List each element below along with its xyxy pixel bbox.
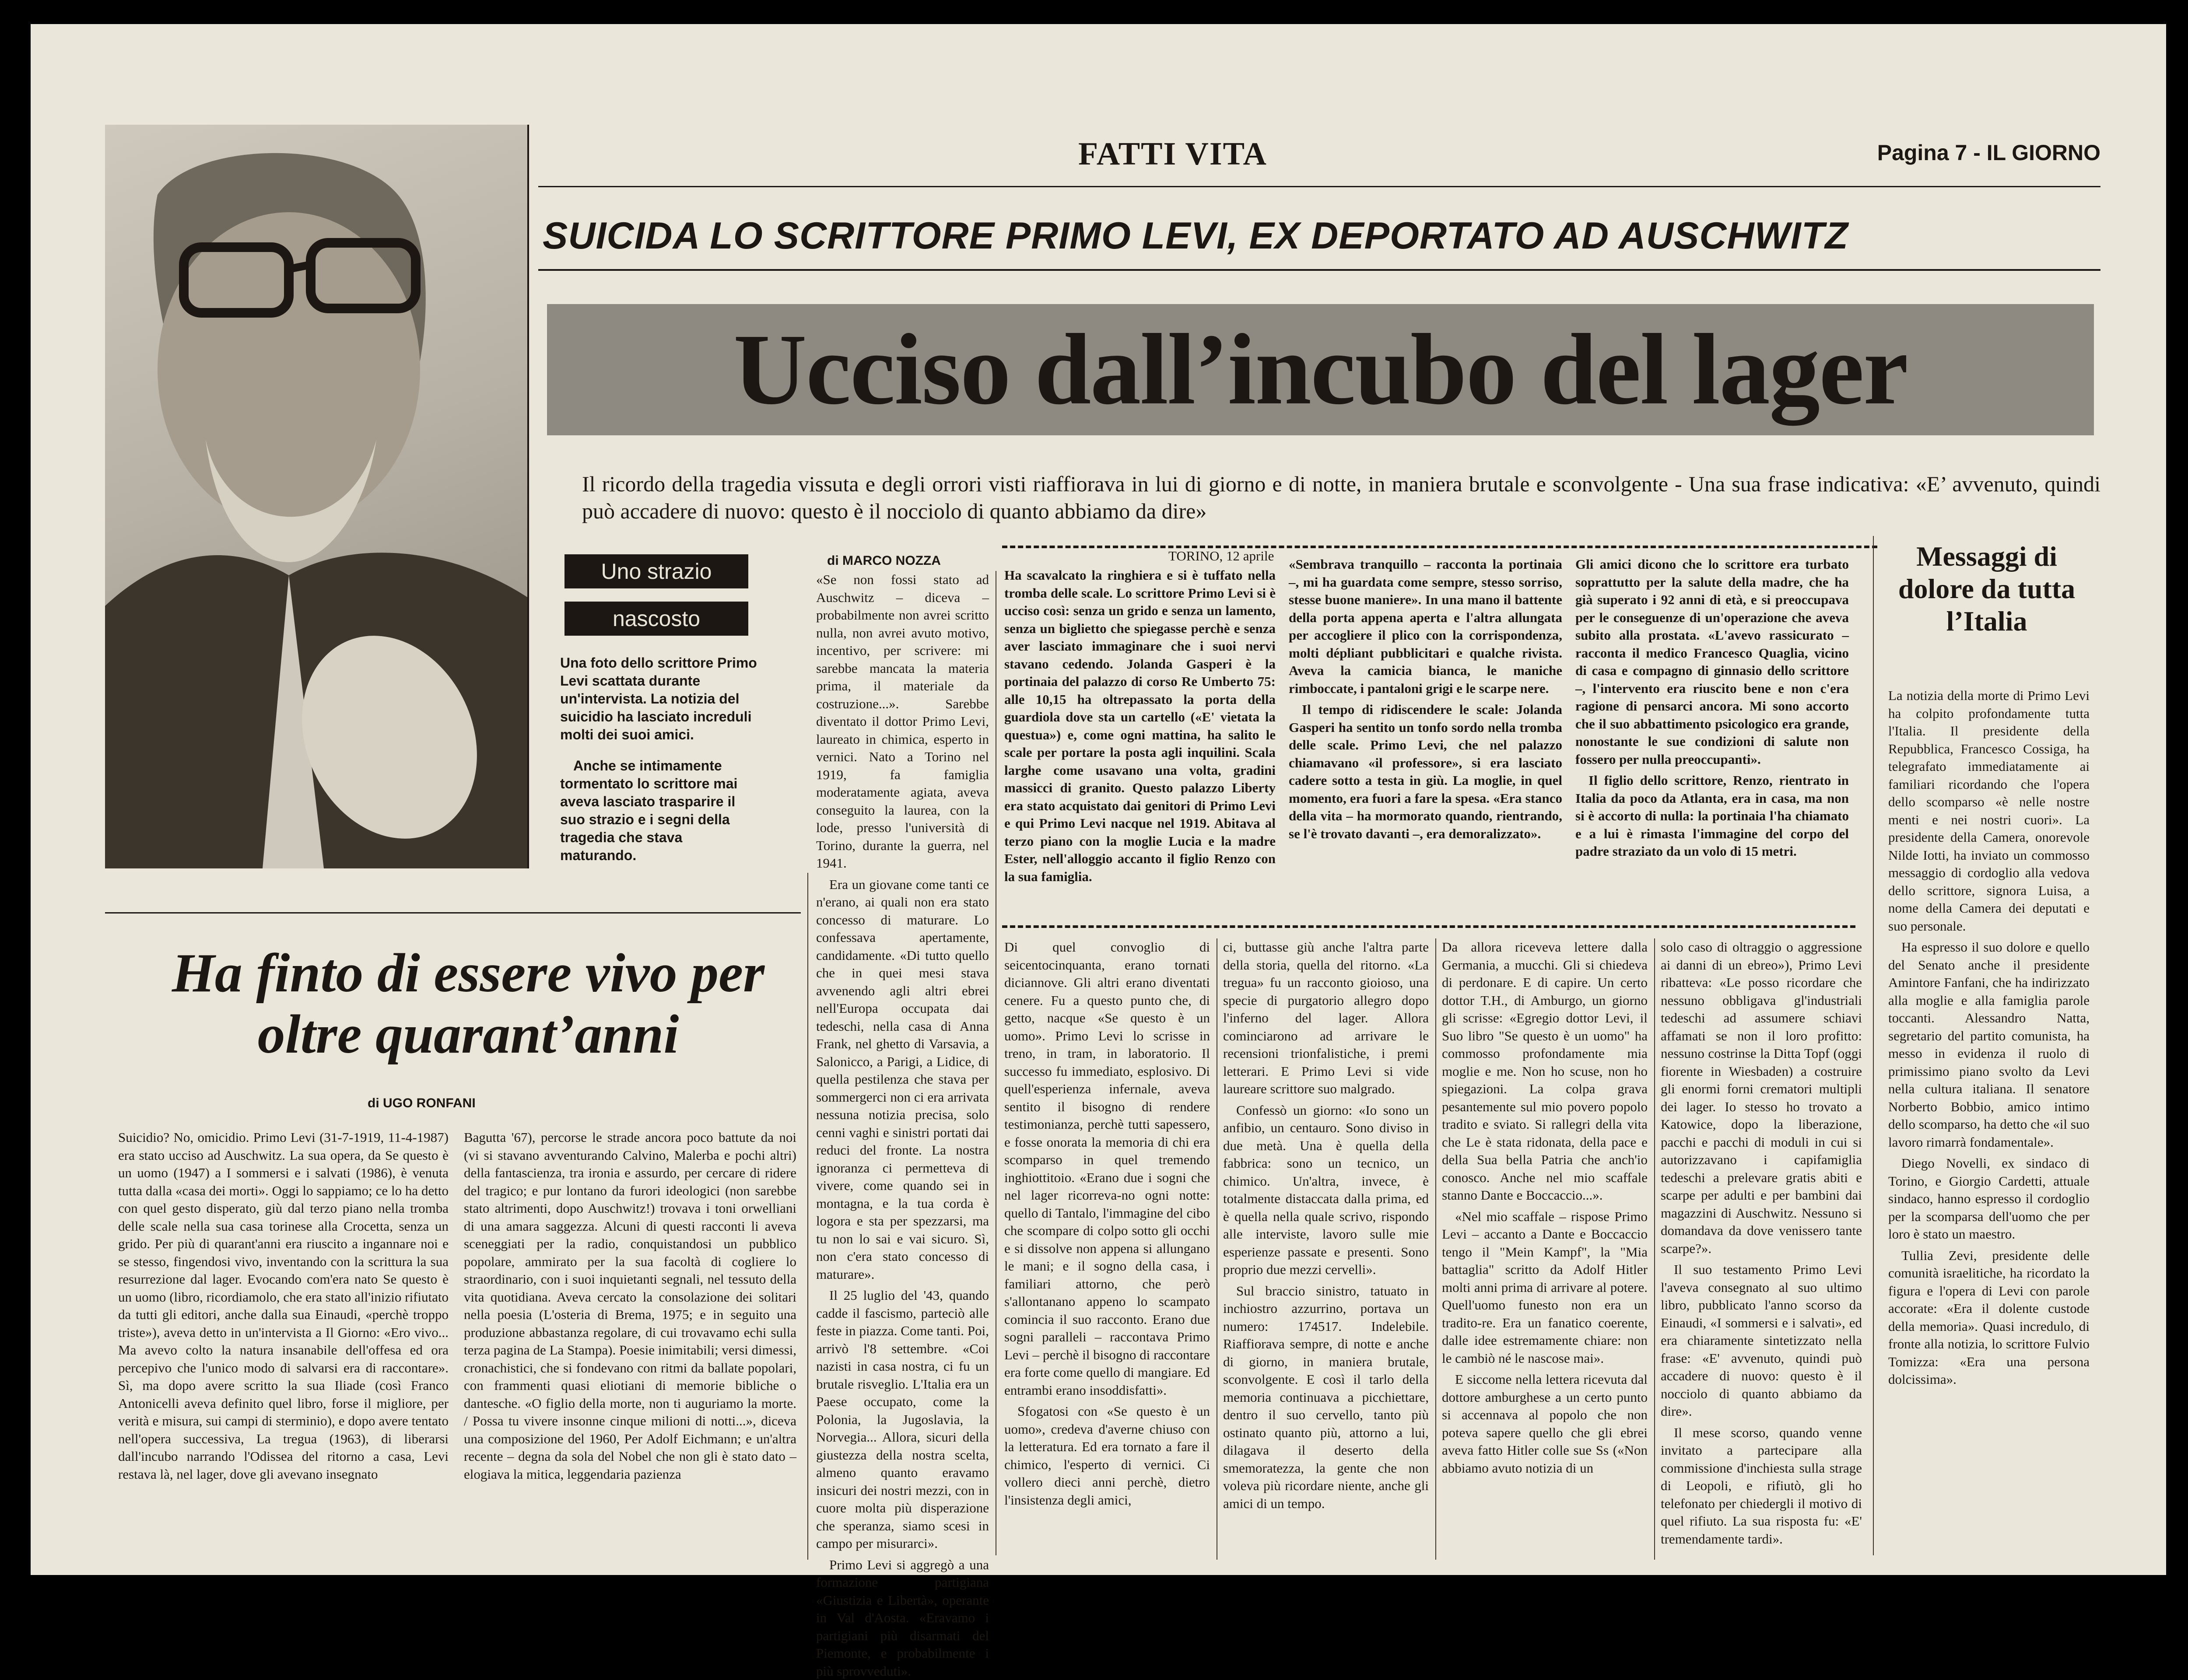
article-column-4	[1575, 556, 1849, 917]
newspaper-page	[31, 24, 2166, 1575]
article-column-2	[1004, 567, 1276, 917]
paragraph: Bagutta '67), percorse le strade ancora poco battute da noi (vi si stavano avventurando Calvino, Malerba e pochi altri) della fantascienza, tra ironia e assurdo, per cercare di ridere del tragico; e pur lontano da furori ideologici (non sarebbe stato altrimenti, dopo Auschwitz!) trovava i toni orwelliani di una amara saggezza. Alcuni di questi racconti li aveva sceneggiati per la radio, conquistandosi un pubblico popolare, ammirato per la sua facoltà di cogliere lo straordinario, con i suoi inquietanti segnali, nel tessuto della vita quotidiana. Aveva cercato la consolazione dei solitari nella poesia (L'osteria di Brema, 1975; e in seguito una produzione abbastanza regolare, di cui trovavamo echi sulla terza pagina de La Stampa). Poesie inimitabili; versi dimessi, cronachistici, che si fondevano con ritmi da ballate popolari, con frammenti quasi eliotiani di memorie bibliche o dantesche. «O figlio della morte, non ti auguriamo la morte. / Possa tu vivere insonne cinque milioni di notti...», diceva una composizione del 1960, Per Adolf Eichmann; e un'altra recente – degna da sola del Nobel che non gli è stato dato – elogiava la mitica, leggendaria pazienza	[464, 1129, 796, 1483]
byline-nozza: di MARCO NOZZA	[827, 553, 941, 568]
paragraph: Ha espresso il suo dolore e quello del Senato anche il presidente Amintore Fanfani, che ha indirizzato alla moglie e alla famiglia parole toccanti. Alessandro Natta, segretario del partito comunista, ha messo in evidenza il ruolo di primissimo piano svolto da Levi nella cultura italiana. Il senatore Norberto Bobbio, amico intimo dello scomparso, ha detto che «il suo lavoro rimarrà fondamentale».	[1888, 938, 2090, 1151]
paragraph: «Nel mio scaffale – rispose Primo Levi – accanto a Dante e Boccaccio tengo il "Mein Kampf", la "Mia battaglia" scritto da Adolf Hitler molti anni prima di arrivare al potere. Quell'uomo funesto non era un tradito-re. Era un fanatico coerente, dalle idee estremamente chiare: non le cambiò né le nascose mai».	[1442, 1208, 1648, 1368]
column-rule	[807, 873, 808, 1560]
inset-title-line2: nascosto	[565, 602, 748, 636]
paragraph: Il suo testamento Primo Levi l'aveva consegnato al suo ultimo libro, pubblicato l'anno scorso da Einaudi, «I sommersi e i salvati», ed era chiaramente sintetizzato nella frase: «E' avvenuto, quindi può accadere di nuovo: questo è il nocciolo di quanto abbiamo da dire».	[1661, 1261, 1862, 1421]
paragraph: Primo Levi si aggregò a una formazione partigiana «Giustizia e Libertà», operante in Val d'Aosta. «Eravamo i partigiani più disarmati del Piemonte, e probabilmente i più sprovveduti».	[816, 1556, 989, 1680]
article-lower-column-4	[1661, 938, 1862, 1560]
paragraph: Sul braccio sinistro, tatuato in inchiostro azzurrino, portava un numero: 174517. Indelebile. Riaffiorava sempre, di notte e anche di giorno, in maniera brutale, sconvolgente. E così il tarlo della memoria continuava a picchiettare, dentro il suo cervello, tanto più ostinato quanto più, attorno a lui, dilagava il deserto della smemoratezza, la gente che non voleva più ricordare niente, anche gli amici di un tempo.	[1223, 1282, 1429, 1513]
paragraph: Suicidio? No, omicidio. Primo Levi (31-7-1919, 11-4-1987) era stato ucciso ad Auschwitz. La sua opera, da Se questo è un uomo (1947) a I sommersi e i salvati (1986), è venuta tutta dalla «casa dei morti». Oggi lo sappiamo; ce lo ha detto con quel gesto disperato, giù dal terzo piano nella tromba delle scale nella sua casa torinese alla Crocetta, senza un grido. Per più di quarant'anni era riuscito a ingannare noi e se stesso, fingendosi vivo, inventando con la scrittura la sua resurrezione dal lager. Evocando com'era nato Se questo è un uomo (libro, ricordiamolo, che era stato all'inizio rifiutato da tutti gli editori, anche dalla sua Einaudi, «perchè troppo triste»), aveva detto in un'intervista a Il Giorno: «Ero vivo... Ma avevo colto la natura insanabile dell'offesa ed ora percepivo che l'unico modo di salvarsi era di raccontare». Sì, ma dopo avere scritto la sua Iliade (così Franco Antonicelli aveva definito quel libro, forse il migliore, per verità e misura, sui campi di sterminio), e dopo avere tentato nell'opera successiva, La tregua (1963), di liberarsi dall'incubo narrando l'Odissea del ritorno a casa, Levi restava là, nel lager, dove gli avevano insegnato	[118, 1129, 449, 1483]
paragraph: Era un giovane come tanti ce n'erano, ai quali non era stato concesso di maturare. Lo confessava apertamente, candidamente. «Di tutto quello che in quei mesi stava avvenendo agli altri ebrei nell'Europa occupata dai tedeschi, nella casa di Anna Frank, nel ghetto di Varsavia, a Salonicco, a Parigi, a Lidice, di quella pestilenza che stava per sommergerci non ci era arrivata nessuna notizia precisa, solo cenni vaghi e sinistri portati dai reduci del fronte. La nostra ignoranza ci permetteva di vivere, come quando sei in montagna, e la tua corda è logora e sta per spezzarsi, ma tu non lo sai e vai sicuro. Sì, non c'era stato concesso di maturare».	[816, 876, 989, 1284]
byline-ronfani: di UGO RONFANI	[368, 1096, 476, 1111]
paragraph: Il mese scorso, quando venne invitato a partecipare alla commissione d'inchiesta sulla strage di Leopoli, e rifiutò, gli ho telefonato per chiedergli il motivo di quel rifiuto. La sua risposta fu: «E' tremendamente tardi».	[1661, 1424, 1862, 1548]
sidebar-title: Messaggi di dolore da tutta l’Italia	[1895, 540, 2079, 637]
inset-title	[565, 554, 748, 649]
paragraph: Confessò un giorno: «Io sono un anfibio, un centauro. Sono diviso in due metà. Una è quella della fabbrica: sono un tecnico, un chimico. Un'altra, invece, è totalmente distaccata dalla prima, ed è quella nella quale scrivo, rispondo alle interviste, lavoro sulle mie esperienze passate e presenti. Sono proprio due mezzi cervelli».	[1223, 1102, 1429, 1279]
paragraph: ci, buttasse giù anche l'altra parte della storia, quella del ritorno. «La tregua» fu un racconto gioioso, una specie di purgatorio allegro dopo l'inferno del lager. Allora cominciarono ad arrivare le recensioni trionfalistiche, i premi letterari. E Primo Levi si vide laureare scrittore suo malgrado.	[1223, 938, 1429, 1098]
kicker-rule	[538, 269, 2100, 271]
paragraph: Gli amici dicono che lo scrittore era turbato soprattutto per la salute della madre, che ha già superato i 92 anni di età, e si preoccupava per le conseguenze di un'operazione che aveva subito alla prostata. «L'avevo rassicurato – racconta il medico Francesco Quaglia, vicino di casa e compagno di ginnasio dello scrittore –, l'intervento era riuscito bene e non c'era ragione di pensarci ancora. Mi sono accorto che il suo abbattimento psicologico era grande, nonostante le sue condizioni di salute non fossero per nulla preoccupanti».	[1575, 556, 1849, 768]
paragraph: E siccome nella lettera ricevuta dal dottore amburghese a un certo punto si accennava al popolo che non poteva sapere quello che gli ebrei aveva fatto Hitler colle sue Ss («Non abbiamo avuto notizia di un	[1442, 1371, 1648, 1477]
headline-summary: Il ricordo della tragedia vissuta e degli orrori visti riaffiorava in lui di giorno e di notte, in maniera brutale e sconvolgente - Una sua frase indicativa: «E’ avvenuto, quindi può accadere di nuovo: questo è il nocciolo di quanto abbiamo da dire»	[582, 470, 2100, 525]
main-headline: Ucciso dall’incubo del lager	[547, 304, 2094, 435]
paragraph: Tullia Zevi, presidente delle comunità israelitiche, ha ricordato la figura e l'opera di Levi con parole accorate: «Era il dolente custode della memoria». Quasi incredulo, di fronte alla notizia, lo scrittore Fulvio Tomizza: «Era una persona dolcissima».	[1888, 1247, 2090, 1389]
paragraph: Il 25 luglio del '43, quando cadde il fascismo, parteciò alle feste in piazza. Come tanti. Poi, arrivò l'8 settembre. «Coi nazisti in casa nostra, ci fu un brutale risveglio. L'Italia era un Paese occupato, come la Polonia, la Jugoslavia, la Norvegia... Allora, sicuri della giustezza della nostra scelta, almeno quanto eravamo insicuri dei nostri mezzi, con in cuore molta più disperazione che speranza, siamo scesi in campo per misurarci».	[816, 1287, 989, 1553]
paragraph: Di quel convoglio di seicentocinquanta, erano tornati diciannove. Gli altri erano diventati cenere. Fu a questo punto che, di getto, nacque «Se questo è un uomo». Primo Levi lo scrisse in treno, in tram, in laboratorio. Il successo fu immediato, esplosivo. Di quell'esperienza infernale, aveva sentito il bisogno di rendere testimonianza, perchè tutti sapessero, e fosse onorata la memoria di chi era scomparso in quel tremendo inghiottitoio. «Erano due i sogni che nel lager ricorreva-no ogni notte: quello di Tantalo, l'immagine del cibo che scompare di colpo sotto gli occhi e si dissolve non appena si allungano le mani; e il sogno della casa, i familiari attorno, che però s'allontanano appeno lo scampato comincia il suo racconto. Erano due sogni paralleli – raccontava Primo Levi – perchè il bisogno di raccontare era forte come quello di mangiare. Ed entrambi erano insoddisfatti».	[1004, 938, 1210, 1399]
section-title: FATTI VITA	[954, 136, 1392, 173]
article-lower-dashed-rule	[1002, 925, 1855, 928]
article-column-1	[816, 571, 989, 1555]
paragraph: «Sembrava tranquillo – racconta la portinaia –, mi ha guardata come sempre, stesso sorriso, stesse buone maniere». In una mano il battente della porta appena aperta e l'altra allungata per accogliere il plico con la corrispondenza, molti dépliant pubblicitari e qualche rivista. Aveva la camicia bianca, le maniche rimboccate, i pantaloni grigi e le scarpe nere.	[1289, 556, 1562, 697]
feature-rule	[105, 912, 801, 914]
portrait-illustration	[105, 125, 527, 868]
paragraph: La notizia della morte di Primo Levi ha colpito profondamente tutta l'Italia. Il presidente della Repubblica, Francesco Cossiga, ha telegrafato immediatamente ai familiari ricordando che l'opera dello scomparso «è nelle nostre menti e nei nostri cuori». La presidente della Camera, onorevole Nilde Iotti, ha inviato un commosso messaggio di cordoglio alla vedova dello scrittore, signora Luisa, a nome della Camera dei deputati e suo personale.	[1888, 687, 2090, 935]
paragraph: Ha scavalcato la ringhiera e si è tuffato nella tromba delle scale. Lo scrittore Primo Levi si è ucciso così: senza un grido e senza un lamento, senza un biglietto che spiegasse perchè e senza aver lasciato immaginare che i suoi nervi stavano cedendo. Jolanda Gasperi è la portinaia del palazzo di corso Re Umberto 75: alle 10,15 ha oltrepassato la porta della guardiola dove sta un cartello («E' vietata la questua») e, come ogni mattina, ha salito le scale per portare la posta agli inquilini. Scala larghe come usavano una volta, gradini massicci di granito. Questo palazzo Liberty era stato acquistato dai genitori di Primo Levi e qui Primo Levi nacque nel 1919. Abitava al terzo piano con la moglie Lucia e la madre Ester, nell'alloggio accanto il figlio Renzo con la sua famiglia.	[1004, 567, 1276, 886]
dateline: TORINO, 12 aprile	[1168, 548, 1274, 564]
paragraph: «Se non fossi stato ad Auschwitz – diceva – probabilmente non avrei scritto nulla, non avrei avuto motivo, incentivo, per scrivere: mi sarebbe mancata la materia prima, il materiale da costruzione...». Sarebbe diventato il dottor Primo Levi, laureato in chimica, esperto in vernici. Nato a Torino nel 1919, fa famiglia moderatamente agiata, aveva conseguito la laurea, con la lode, presso l'università di Torino, durante la guerra, nel 1941.	[816, 571, 989, 872]
paragraph: Il figlio dello scrittore, Renzo, rientrato in Italia da poco da Atlanta, era in casa, ma non si è accorto di nulla: la portinaia l'ha chiamato e a lui è rimasta l'immagine del corpo del padre straziato da un volo di 15 metri.	[1575, 772, 1849, 861]
article-top-dashed-rule	[1002, 546, 1877, 548]
paragraph: Da allora riceveva lettere dalla Germania, a mucchi. Gli si chiedeva di perdonare. E di capire. Un certo dottor T.H., di Amburgo, un giorno gli scrisse: «Egregio dottor Levi, il Suo libro "Se questo è un uomo" ha commosso profondamente mia moglie e me. Non ho scuse, non ho spiegazioni. La colpa grava pesantemente sul mio povero popolo tradito e sviato. Si rallegri della vita che Le è stata ridonata, della pace e della Sua bella Patria che anch'io conosco. Anche nel mio scaffale stanno Dante e Boccaccio...».	[1442, 938, 1648, 1204]
article-lower-column-3	[1442, 938, 1648, 1560]
photo-caption: Una foto dello scrittore Primo Levi scattata durante un'intervista. La notizia del suicidio ha lasciato increduli molti dei suoi amici.	[560, 654, 757, 744]
column-rule	[1654, 938, 1655, 1560]
paragraph: Diego Novelli, ex sindaco di Torino, e Giorgio Cardetti, attuale sindaco, hanno espresso il cordoglio per la scomparsa dell'uomo che per loro è stato un maestro.	[1888, 1155, 2090, 1243]
sidebar-body	[1888, 687, 2090, 1558]
feature-column-1	[118, 1129, 449, 1560]
inset-body	[560, 654, 757, 864]
kicker-headline: SUICIDA LO SCRITTORE PRIMO LEVI, EX DEPORTATO AD AUSCHWITZ	[543, 214, 2100, 258]
portrait-photo	[105, 125, 529, 868]
article-column-3	[1289, 556, 1562, 917]
masthead-rule	[538, 186, 2100, 187]
feature-headline: Ha finto di essere vivo per oltre quarant’anni	[127, 943, 810, 1065]
page-reference: Pagina 7 - IL GIORNO	[1816, 140, 2100, 165]
feature-column-2	[464, 1129, 796, 1560]
inset-title-line1: Uno strazio	[565, 554, 748, 588]
paragraph: Sfogatosi con «Se questo è un uomo», credeva d'averne chiuso con la letteratura. Ed era tornato a fare il chimico, l'esperto di vernici. Ci vollero dieci anni perchè, dietro l'insistenza degli amici,	[1004, 1403, 1210, 1509]
paragraph: Il tempo di ridiscendere le scale: Jolanda Gasperi ha sentito un tonfo sordo nella tromba delle scale. Primo Levi, che nel palazzo chiamavano «il professore», si era lasciato cadere sotto a testa in giù. La moglie, in quel momento, era fuori a fare la spesa. «Era stanco della vita – ha mormorato quando, rientrando, se l'è trovato davanti –, era demoralizzato».	[1289, 701, 1562, 843]
paragraph: solo caso di oltraggio o aggressione ai danni di un ebreo»), Primo Levi ribatteva: «Le posso ricordare che nessuno obbligava gl'industriali tedeschi ad assumere schiavi affamati se non il loro profitto: nessuno costrinse la Ditta Topf (oggi fiorente in Wiesbaden) a costruire gli enormi forni crematori multipli dei lager. Io stesso ho trovato a Katowice, dopo la liberazione, pacchi e pacchi di moduli in cui si autorizzavano i capifamiglia tedeschi a prelevare gratis abiti e scarpe per adulti e per bambini dai magazzini di Auschwitz. Nessuno si domandava da dove venissero tante scarpe?».	[1661, 938, 1862, 1257]
sidebar-rule	[1873, 536, 1874, 1555]
column-rule	[1435, 938, 1436, 1560]
article-lower-column-1	[1004, 938, 1210, 1560]
article-lower-column-2	[1223, 938, 1429, 1560]
inset-text: Anche se intimamente tormentato lo scrittore mai aveva lasciato trasparire il suo strazio e i segni della tragedia che stava maturando.	[560, 757, 757, 864]
